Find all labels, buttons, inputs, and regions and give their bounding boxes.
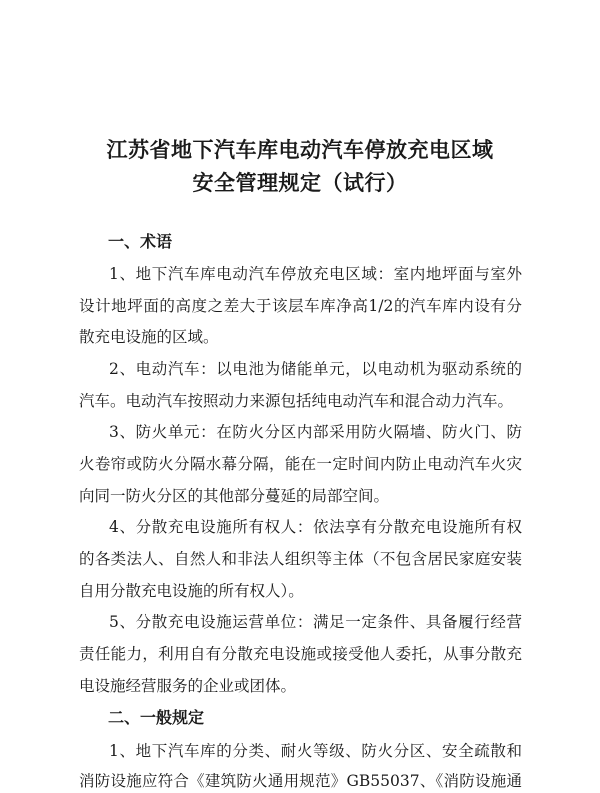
- paragraph-line: 3、防火单元：在防火分区内部采用防火隔墙、防火门、防: [109, 423, 522, 441]
- paragraph-line: 向同一防火分区的其他部分蔓延的局部空间。: [79, 487, 390, 505]
- paragraph-line: 汽车。电动汽车按照动力来源包括纯电动汽车和混合动力汽车。: [79, 392, 514, 410]
- paragraph-line: 的各类法人、自然人和非法人组织等主体（不包含居民家庭安装: [79, 550, 522, 568]
- paragraph-line: 1、地下汽车库的分类、耐火等级、防火分区、安全疏散和: [109, 742, 522, 760]
- paragraph-line: 4、分散充电设施所有权人：依法享有分散充电设施所有权: [109, 518, 522, 536]
- paragraph-line: 2、电动汽车：以电池为储能单元，以电动机为驱动系统的: [109, 360, 522, 378]
- section-heading-terms: 一、术语: [108, 232, 173, 251]
- paragraph-line: 火卷帘或防火分隔水幕分隔，能在一定时间内防止电动汽车火灾: [79, 455, 522, 473]
- document-title-line-2: 安全管理规定（试行）: [192, 170, 408, 195]
- paragraph-line: 责任能力，利用自有分散充电设施或接受他人委托，从事分散充: [79, 645, 522, 663]
- paragraph-line: 散充电设施的区域。: [79, 328, 219, 346]
- paragraph-line: 自用分散充电设施的所有权人）。: [79, 582, 304, 600]
- paragraph-line: 消防设施应符合《建筑防火通用规范》GB55037、《消防设施通: [79, 772, 522, 790]
- paragraph-line: 电设施经营服务的企业或团体。: [79, 677, 297, 695]
- document-title-line-1: 江苏省地下汽车库电动汽车停放充电区域: [106, 137, 494, 162]
- section-heading-general-rules: 二、一般规定: [108, 708, 205, 727]
- paragraph-line: 1、地下汽车库电动汽车停放充电区域：室内地坪面与室外: [109, 265, 522, 283]
- paragraph-line: 设计地坪面的高度之差大于该层车库净高1/2的汽车库内设有分: [79, 297, 522, 315]
- paragraph-line: 5、分散充电设施运营单位：满足一定条件、具备履行经营: [109, 613, 522, 631]
